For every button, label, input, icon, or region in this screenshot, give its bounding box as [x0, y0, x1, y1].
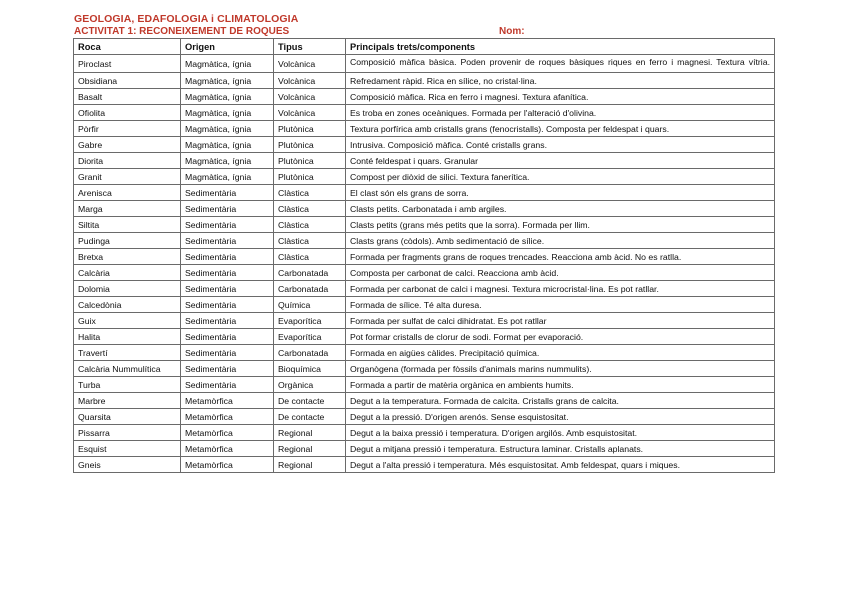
cell-origen: Sedimentària: [181, 329, 274, 345]
cell-trets: Textura porfírica amb cristalls grans (fenocristalls). Composta per feldespat i quars.: [346, 121, 775, 137]
table-row: [74, 201, 775, 217]
table-row: [74, 425, 775, 441]
cell-tipus: Clàstica: [274, 217, 346, 233]
column-header-roca: Roca: [74, 39, 181, 55]
cell-tipus: Plutònica: [274, 137, 346, 153]
cell-tipus: Química: [274, 297, 346, 313]
cell-origen: Sedimentària: [181, 345, 274, 361]
cell-roca: Granit: [74, 169, 181, 185]
cell-tipus: Volcànica: [274, 105, 346, 121]
cell-roca: Esquist: [74, 441, 181, 457]
cell-trets: Degut a la temperatura. Formada de calcita. Cristalls grans de calcita.: [346, 393, 775, 409]
cell-tipus: Volcànica: [274, 89, 346, 105]
name-label: Nom:: [499, 26, 525, 37]
cell-tipus: Plutònica: [274, 153, 346, 169]
cell-tipus: Plutònica: [274, 121, 346, 137]
cell-trets: El clast són els grans de sorra.: [346, 185, 775, 201]
cell-trets: Degut a la pressió. D'origen arenós. Sense esquistositat.: [346, 409, 775, 425]
cell-roca: Piroclast: [74, 55, 181, 73]
cell-origen: Sedimentària: [181, 217, 274, 233]
cell-trets: Degut a l'alta pressió i temperatura. Més esquistositat. Amb feldespat, quars i miques.: [346, 457, 775, 473]
cell-trets: Formada per fragments grans de roques trencades. Reacciona amb àcid. No es ratlla.: [346, 249, 775, 265]
cell-tipus: Clàstica: [274, 233, 346, 249]
table-row: [74, 137, 775, 153]
cell-roca: Dolomia: [74, 281, 181, 297]
cell-roca: Calcària Nummulítica: [74, 361, 181, 377]
table-row: [74, 73, 775, 89]
cell-trets: Formada per sulfat de calci dihidratat. Es pot ratllar: [346, 313, 775, 329]
cell-trets: Pot formar cristalls de clorur de sodi. Format per evaporació.: [346, 329, 775, 345]
column-header-tipus: Tipus: [274, 39, 346, 55]
cell-tipus: De contacte: [274, 393, 346, 409]
cell-trets: Formada en aigües càlides. Precipitació química.: [346, 345, 775, 361]
table-row: [74, 329, 775, 345]
cell-roca: Halita: [74, 329, 181, 345]
cell-trets: Refredament ràpid. Rica en sílice, no cristal·lina.: [346, 73, 775, 89]
cell-origen: Sedimentària: [181, 361, 274, 377]
cell-roca: Gabre: [74, 137, 181, 153]
cell-trets: Es troba en zones oceàniques. Formada per l'alteració d'olivina.: [346, 105, 775, 121]
table-row: [74, 281, 775, 297]
cell-trets: Compost per diòxid de silici. Textura fanerítica.: [346, 169, 775, 185]
cell-origen: Magmàtica, ígnia: [181, 105, 274, 121]
cell-origen: Magmàtica, ígnia: [181, 55, 274, 73]
cell-roca: Bretxa: [74, 249, 181, 265]
table-row: [74, 217, 775, 233]
rocks-table: [73, 38, 775, 473]
cell-roca: Calcària: [74, 265, 181, 281]
table-row: [74, 89, 775, 105]
cell-tipus: Regional: [274, 425, 346, 441]
cell-origen: Metamòrfica: [181, 457, 274, 473]
column-header-origen: Origen: [181, 39, 274, 55]
table-header-row: [74, 39, 775, 55]
cell-tipus: Carbonatada: [274, 281, 346, 297]
cell-origen: Metamòrfica: [181, 409, 274, 425]
table-row: [74, 185, 775, 201]
column-header-trets: Principals trets/components: [346, 39, 775, 55]
cell-trets: Clasts petits. Carbonatada i amb argiles.: [346, 201, 775, 217]
cell-origen: Metamòrfica: [181, 441, 274, 457]
table-row: [74, 265, 775, 281]
cell-tipus: Evaporítica: [274, 313, 346, 329]
cell-tipus: Volcànica: [274, 55, 346, 73]
table-row: [74, 345, 775, 361]
cell-tipus: Orgànica: [274, 377, 346, 393]
cell-tipus: De contacte: [274, 409, 346, 425]
cell-trets: Organògena (formada per fòssils d'animals marins nummulits).: [346, 361, 775, 377]
cell-origen: Metamòrfica: [181, 393, 274, 409]
cell-trets: Composició màfica. Rica en ferro i magnesi. Textura afanítica.: [346, 89, 775, 105]
cell-origen: Sedimentària: [181, 313, 274, 329]
cell-origen: Sedimentària: [181, 249, 274, 265]
cell-trets: Composta per carbonat de calci. Reacciona amb àcid.: [346, 265, 775, 281]
cell-trets: Conté feldespat i quars. Granular: [346, 153, 775, 169]
cell-origen: Sedimentària: [181, 377, 274, 393]
cell-roca: Travertí: [74, 345, 181, 361]
cell-trets: Formada per carbonat de calci i magnesi. Textura microcristal·lina. Es pot ratllar.: [346, 281, 775, 297]
cell-tipus: Volcànica: [274, 73, 346, 89]
cell-roca: Siltita: [74, 217, 181, 233]
activity-title: ACTIVITAT 1: RECONEIXEMENT DE ROQUES: [74, 26, 290, 37]
cell-roca: Diorita: [74, 153, 181, 169]
cell-trets: Formada de sílice. Té alta duresa.: [346, 297, 775, 313]
cell-roca: Pissarra: [74, 425, 181, 441]
cell-origen: Magmàtica, ígnia: [181, 73, 274, 89]
cell-origen: Metamòrfica: [181, 425, 274, 441]
cell-roca: Pòrfir: [74, 121, 181, 137]
document-title: GEOLOGIA, EDAFOLOGIA i CLIMATOLOGIA: [74, 13, 299, 25]
cell-tipus: Clàstica: [274, 249, 346, 265]
cell-trets: Formada a partir de matèria orgànica en ambients humits.: [346, 377, 775, 393]
table-row: [74, 361, 775, 377]
table-row: [74, 457, 775, 473]
table-row: [74, 105, 775, 121]
cell-origen: Sedimentària: [181, 265, 274, 281]
table-row: [74, 393, 775, 409]
cell-trets: Degut a mitjana pressió i temperatura. Estructura laminar. Cristalls aplanats.: [346, 441, 775, 457]
table-row: [74, 441, 775, 457]
cell-trets: Degut a la baixa pressió i temperatura. D'origen argilós. Amb esquistositat.: [346, 425, 775, 441]
cell-trets: Composició màfica bàsica. Poden provenir de roques bàsiques riques en ferro i magnesi. Textura vítria.: [346, 55, 775, 73]
cell-origen: Sedimentària: [181, 201, 274, 217]
cell-tipus: Carbonatada: [274, 265, 346, 281]
cell-tipus: Evaporítica: [274, 329, 346, 345]
cell-roca: Obsidiana: [74, 73, 181, 89]
cell-roca: Turba: [74, 377, 181, 393]
cell-origen: Magmàtica, ígnia: [181, 89, 274, 105]
cell-tipus: Carbonatada: [274, 345, 346, 361]
table-row: [74, 409, 775, 425]
cell-tipus: Regional: [274, 457, 346, 473]
table-row: [74, 297, 775, 313]
cell-roca: Pudinga: [74, 233, 181, 249]
table-row: [74, 55, 775, 73]
table-row: [74, 249, 775, 265]
table-row: [74, 377, 775, 393]
cell-tipus: Regional: [274, 441, 346, 457]
cell-roca: Arenisca: [74, 185, 181, 201]
table-row: [74, 169, 775, 185]
cell-origen: Magmàtica, ígnia: [181, 137, 274, 153]
cell-roca: Gneis: [74, 457, 181, 473]
table-row: [74, 153, 775, 169]
table-row: [74, 313, 775, 329]
cell-roca: Quarsita: [74, 409, 181, 425]
cell-origen: Magmàtica, ígnia: [181, 153, 274, 169]
cell-roca: Ofiolita: [74, 105, 181, 121]
cell-origen: Sedimentària: [181, 281, 274, 297]
cell-tipus: Bioquímica: [274, 361, 346, 377]
cell-trets: Clasts petits (grans més petits que la sorra). Formada per llim.: [346, 217, 775, 233]
cell-roca: Marga: [74, 201, 181, 217]
cell-roca: Guix: [74, 313, 181, 329]
cell-origen: Sedimentària: [181, 233, 274, 249]
cell-trets: Clasts grans (còdols). Amb sedimentació de sílice.: [346, 233, 775, 249]
cell-tipus: Plutònica: [274, 169, 346, 185]
table-row: [74, 233, 775, 249]
cell-roca: Basalt: [74, 89, 181, 105]
cell-trets: Intrusiva. Composició màfica. Conté cristalls grans.: [346, 137, 775, 153]
table-row: [74, 121, 775, 137]
cell-roca: Calcedònia: [74, 297, 181, 313]
cell-tipus: Clàstica: [274, 201, 346, 217]
cell-tipus: Clàstica: [274, 185, 346, 201]
cell-roca: Marbre: [74, 393, 181, 409]
cell-origen: Magmàtica, ígnia: [181, 121, 274, 137]
cell-origen: Sedimentària: [181, 185, 274, 201]
cell-origen: Magmàtica, ígnia: [181, 169, 274, 185]
cell-origen: Sedimentària: [181, 297, 274, 313]
